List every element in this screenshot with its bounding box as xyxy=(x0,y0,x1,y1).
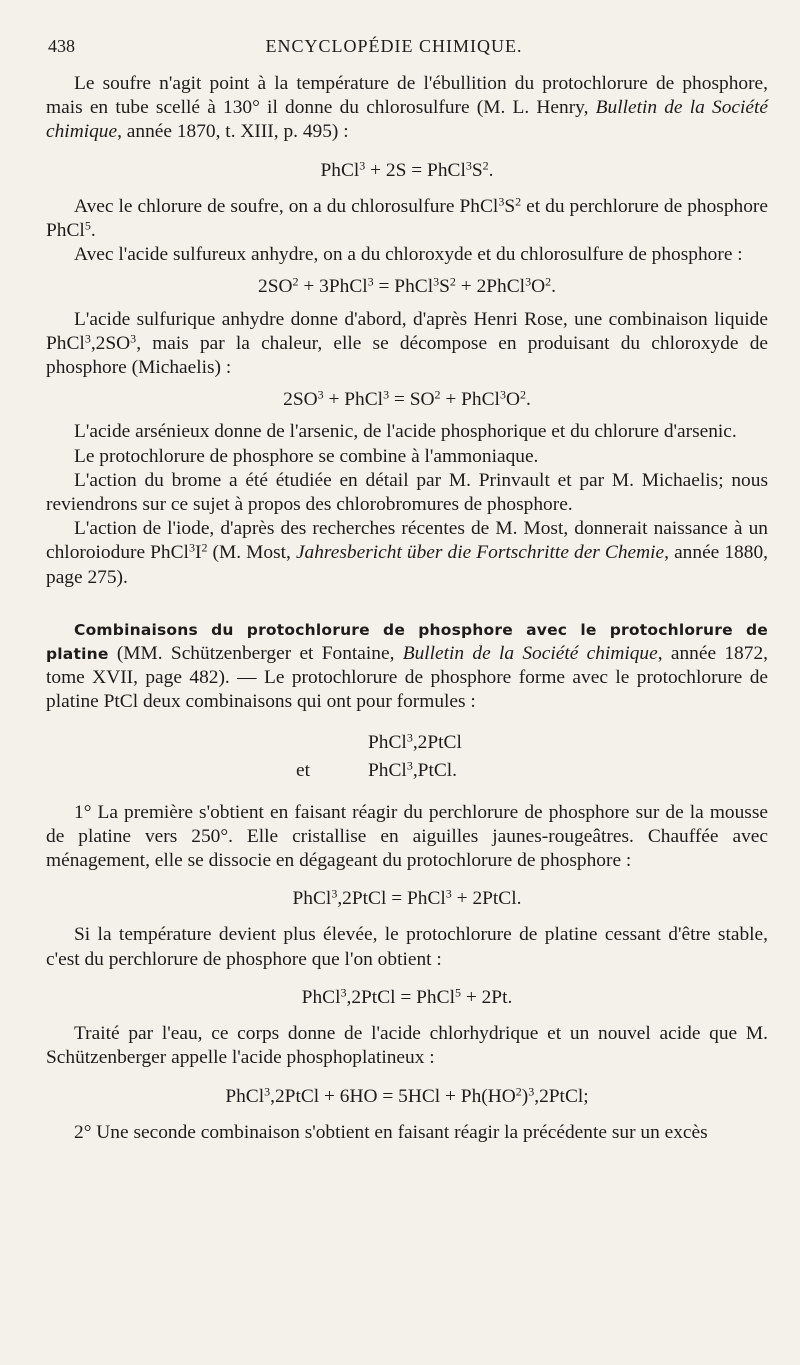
paragraph-temperature: Si la température devient plus élevée, le protochlorure de platine cessant d'être stable, c'est du perchlorure de phosphore que l'on obtient : xyxy=(46,924,768,970)
running-title: ENCYCLOPÉDIE CHIMIQUE. xyxy=(265,36,523,56)
paragraph-sulfuric-acid: L'acide sulfurique anhydre donne d'abord, d'après Henri Rose, une combinaison liquide $PhCl^3,2SO^3$, mais par la chaleur, elle se décompose en produisant du chloroxyde de phosphore (Michaelis) : xyxy=(46,308,768,379)
equation-6: PhCl$^3$,2PtCl + $6HO = 5HCl + Ph(HO^2)^3,2PtCl$; xyxy=(225,1083,589,1107)
paragraph-water: Traité par l'eau, ce corps donne de l'acide chlorhydrique et un nouvel acide que M. Schützenberger appelle l'acide phosphoplatineux : xyxy=(46,1023,768,1069)
paragraph-platinum: Combinaisons du protochlorure de phosphore avec le protochlorure de platine (MM. Schützenberger et Fontaine, Bulletin de la Société chimique, année 1872, tome XVII, page 482). — Le protochlorure de phosphore forme avec le protochlorure de platine PtCl deux combinaisons qui ont pour formules : xyxy=(46,620,768,713)
paragraph-iodine: L'action de l'iode, d'après des recherches récentes de M. Most, donnerait naissance à un chloroiodure $PhCl^3I^2$ (M. Most, Jahresbericht über die Fortschritte der Chemie, année 1880, page 275). xyxy=(46,518,768,588)
section-heading: Combinaisons du protochlorure de phosphore avec le protochlorure de platine xyxy=(46,620,768,664)
equation-1: PhCl$^3$ + $2S = PhCl^3S^2$. xyxy=(320,158,494,181)
equation-2: $2SO^2$ + 3PhCl$^3$ = $PhCl^3S^2$ + $2PhCl^3O^2$. xyxy=(258,274,556,298)
page-number: 438 xyxy=(48,36,75,56)
formula-2: PhCl$^3$,PtCl. xyxy=(368,758,458,781)
citation: Jahresbericht über die Fortschritte der Chemie xyxy=(295,542,665,564)
paragraph-sulfur-chloride: Avec le chlorure de soufre, on a du chlorosulfure $PhCl^3S^2$ et du perchlorure de phosphore PhCl$^5$. xyxy=(46,194,768,242)
page-header xyxy=(48,36,740,66)
equation-5: PhCl$^3$,2PtCl = PhCl$^5$ + 2Pt. xyxy=(301,985,513,1008)
equation-4: PhCl$^3$,2PtCl = PhCl$^3$ + 2PtCl. xyxy=(292,886,522,910)
equation-3: $2SO^3$ + PhCl$^3$ = $SO^2$ + $PhCl^3O^2$. xyxy=(283,387,531,411)
paragraph-sulfur: Le soufre n'agit point à la température de l'ébullition du protochlorure de phosphore, mais en tube scellé à 130° il donne du chlorosulfure (M. L. Henry, Bulletin de la Société chimique, année 1870, t. XIII, p. 495) : xyxy=(46,73,768,143)
paragraph-bromine: L'action du brome a été étudiée en détail par M. Prinvault et par M. Michaelis; nous reviendrons sur ce sujet à propos des chlorobromures de phosphore. xyxy=(46,469,768,516)
formula-1: PhCl$^3$,2PtCl xyxy=(368,730,462,753)
paragraph-second-compound: 2° Une seconde combinaison s'obtient en faisant réagir la précédente sur un excès xyxy=(74,1121,708,1143)
formula-conjunction: et xyxy=(296,759,310,781)
formula-pair xyxy=(46,731,768,787)
citation: Bulletin de la Société chimique xyxy=(46,97,768,143)
paragraph-ammonia: Le protochlorure de phosphore se combine à l'ammoniaque. xyxy=(74,445,539,467)
paragraph-arsenious-acid: L'acide arsénieux donne de l'arsenic, de l'acide phosphorique et du chlorure d'arsenic. xyxy=(74,421,737,443)
paragraph-sulfurous-acid: Avec l'acide sulfureux anhydre, on a du chloroxyde et du chlorosulfure de phosphore : xyxy=(74,244,743,266)
paragraph-first-compound: 1° La première s'obtient en faisant réagir du perchlorure de phosphore sur de la mousse de platine vers 250°. Elle cristallise en aiguilles jaunes-rougeâtres. Chauffée avec ménagement, elle se dissocie en dégageant du protochlorure de phosphore : xyxy=(46,801,768,872)
citation: Bulletin de la Société chimique xyxy=(402,643,658,665)
page-body xyxy=(46,72,768,1145)
